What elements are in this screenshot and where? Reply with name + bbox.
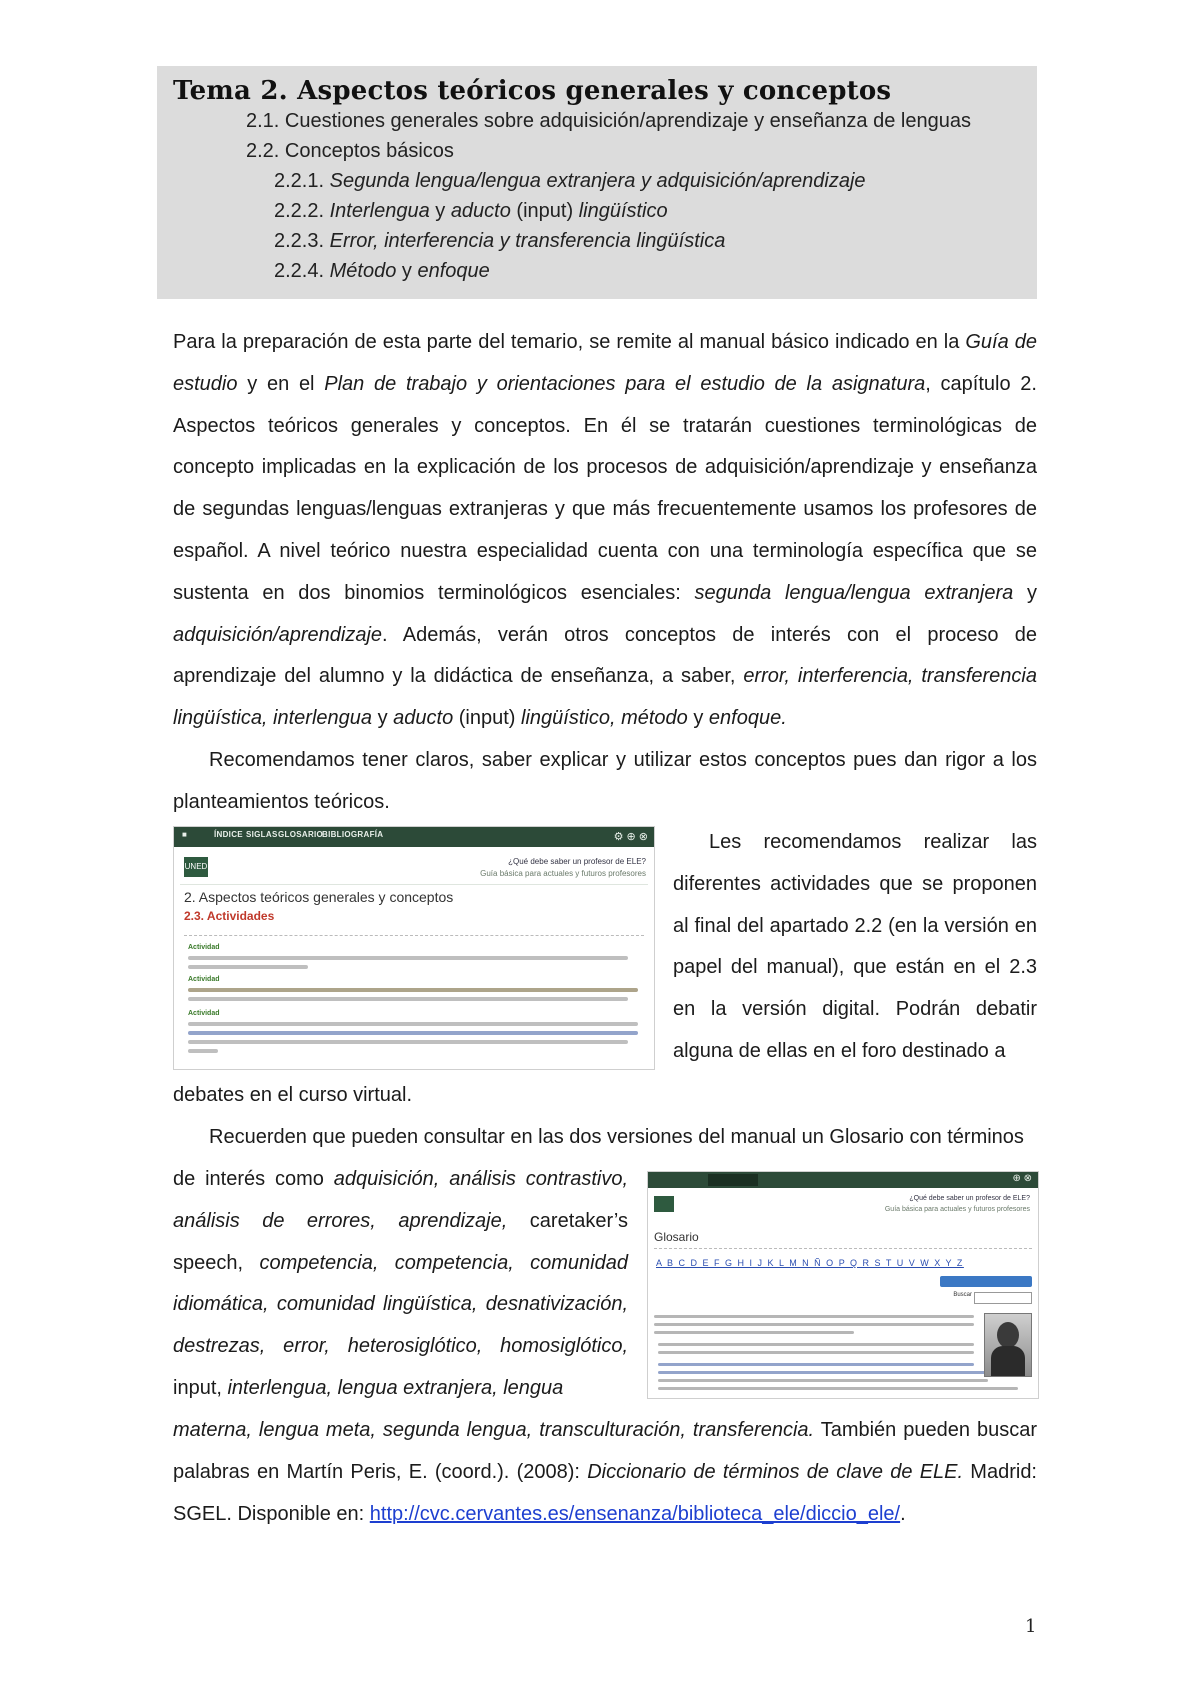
- activities-list: [184, 935, 644, 1064]
- wrapped-paragraph: de interés como adquisición, análisis contrastivo, análisis de errores, aprendizaje, caretaker’s speech, competencia, competencia, comunidad idiomática, comunidad lingüística, desnativización, destrezas, error, heterosiglótico, homosiglótico, input, interlengua, lengua extranjera, lengua: [173, 1168, 628, 1399]
- paragraph: Recomendamos tener claros, saber explicar y utilizar estos conceptos pues dan rigor a los planteamientos teóricos.: [173, 748, 1037, 813]
- blurred-text: [188, 997, 628, 1001]
- screenshot-heading: 2. Aspectos teóricos generales y conceptos: [184, 889, 454, 905]
- site-tagline: ¿Qué debe saber un profesor de ELE?: [508, 857, 646, 866]
- blurred-text: [188, 1040, 628, 1044]
- blurred-text: [188, 1022, 638, 1026]
- menu-icon: ■: [182, 830, 188, 839]
- activity-label: Actividad: [188, 976, 220, 983]
- paragraph-tail: materna, lengua meta, segunda lengua, transculturación, transferencia. También pueden buscar palabras en Martín Peris, E. (coord.). (2008): Diccionario de términos de clave de ELE. Madrid: SGEL. Disponible en: http://cvc.cervantes.es/ensenanza/biblioteca_ele/diccio_ele/.: [173, 1419, 1038, 1525]
- page-number: 1: [1025, 1616, 1037, 1637]
- blurred-text: [188, 956, 628, 960]
- menu-item: SIGLAS: [246, 830, 278, 839]
- toc-subitem: 2.2.1. Segunda lengua/lengua extranjera y adquisición/aprendizaje: [274, 170, 866, 192]
- site-tagline: ¿Qué debe saber un profesor de ELE?: [909, 1195, 1030, 1202]
- menu-item: BIBLIOGRAFÍA: [322, 830, 384, 839]
- divider: [654, 1248, 1032, 1249]
- paragraph: Recuerden que pueden consultar en las dos versiones del manual un Glosario con términos: [209, 1125, 1024, 1148]
- screenshot-navbar: [174, 827, 654, 847]
- active-tab: [708, 1174, 758, 1186]
- portrait-photo: [984, 1313, 1032, 1377]
- toc-item: 2.1. Cuestiones generales sobre adquisición/aprendizaje y enseñanza de lenguas: [246, 110, 971, 132]
- toolbar-icons: ⊕ ⊗: [1012, 1173, 1032, 1184]
- activity-label: Actividad: [188, 944, 220, 951]
- uned-logo: [654, 1196, 674, 1212]
- menu-item: ÍNDICE: [214, 830, 243, 839]
- blurred-text: [658, 1379, 988, 1382]
- alphabet-index: A B C D E F G H I J K L M N Ñ O P Q R S T U V W X Y Z: [656, 1258, 964, 1268]
- body-text-block: [173, 322, 1037, 824]
- blurred-text: [654, 1323, 974, 1326]
- screenshot-heading: Glosario: [654, 1230, 699, 1244]
- toc-item: 2.2. Conceptos básicos: [246, 140, 454, 162]
- body-text-block: [173, 1410, 1037, 1535]
- toc-subitem: 2.2.2. Interlengua y aducto (input) lingüístico: [274, 200, 668, 222]
- page-title: Tema 2. Aspectos teóricos generales y conceptos: [173, 76, 892, 106]
- search-input: [974, 1292, 1032, 1304]
- blurred-text: [654, 1331, 854, 1334]
- activity-label: Actividad: [188, 1010, 220, 1017]
- blurred-text: [658, 1387, 1018, 1390]
- blurred-text: [188, 965, 308, 969]
- site-subtitle: Guía básica para actuales y futuros profesores: [480, 869, 646, 878]
- toc-subitem: 2.2.4. Método y enfoque: [274, 260, 490, 282]
- paragraph-tail: debates en el curso virtual.: [173, 1084, 413, 1106]
- divider: [180, 884, 648, 885]
- blurred-text: [654, 1315, 974, 1318]
- blurred-text: [188, 988, 638, 992]
- toc-subitem: 2.2.3. Error, interferencia y transferencia lingüística: [274, 230, 726, 252]
- screenshot-navbar: [648, 1172, 1038, 1188]
- actividades-screenshot: [173, 826, 655, 1070]
- site-subtitle: Guía básica para actuales y futuros profesores: [884, 1206, 1030, 1213]
- toolbar-icons: ⚙ ⊕ ⊗: [613, 831, 648, 843]
- uned-logo: UNED: [184, 857, 208, 877]
- blurred-text: [188, 1031, 638, 1035]
- diccionario-link[interactable]: http://cvc.cervantes.es/ensenanza/biblioteca_ele/diccio_ele/: [369, 1502, 901, 1525]
- paragraph: Para la preparación de esta parte del temario, se remite al manual básico indicado en la Guía de estudio y en el Plan de trabajo y orientaciones para el estudio de la asignatura, capítulo 2. Aspectos teóricos generales y conceptos. En él se tratarán cuestiones terminológicas de concepto implicadas en la explicación de los procesos de adquisición/aprendizaje y enseñanza de segundas lenguas/lenguas extranjeras y que más frecuentemente usamos los profesores de español. A nivel teórico nuestra especialidad cuenta con una terminología específica que se sustenta en dos binomios terminológicos esenciales: segunda lengua/lengua extranjera y adquisición/aprendizaje. Además, verán otros conceptos de interés con el proceso de aprendizaje del alumno y la didáctica de enseñanza, a saber, error, interferencia, transferencia lingüística, interlengua y aducto (input) lingüístico, método y enfoque.: [173, 331, 1038, 730]
- menu-item: GLOSARIO: [278, 830, 324, 839]
- screenshot-subheading: 2.3. Actividades: [184, 909, 275, 923]
- search-label: Buscar: [953, 1292, 972, 1298]
- blurred-text: [658, 1343, 974, 1346]
- glosario-screenshot: [647, 1171, 1039, 1399]
- body-text-block: [173, 1075, 1037, 1159]
- wrapped-paragraph: Les recomendamos realizar las diferentes actividades que se proponen al final del apartado 2.2 (en la versión en papel del manual), que están en el 2.3 en la versión digital. Podrán debatir alguna de ellas en el foro destinado a: [673, 831, 1037, 1062]
- blurred-text: [658, 1363, 974, 1366]
- blurred-text: [188, 1049, 218, 1053]
- blurred-text: [658, 1351, 974, 1354]
- show-all-button: [940, 1276, 1032, 1287]
- blurred-text: [658, 1371, 988, 1374]
